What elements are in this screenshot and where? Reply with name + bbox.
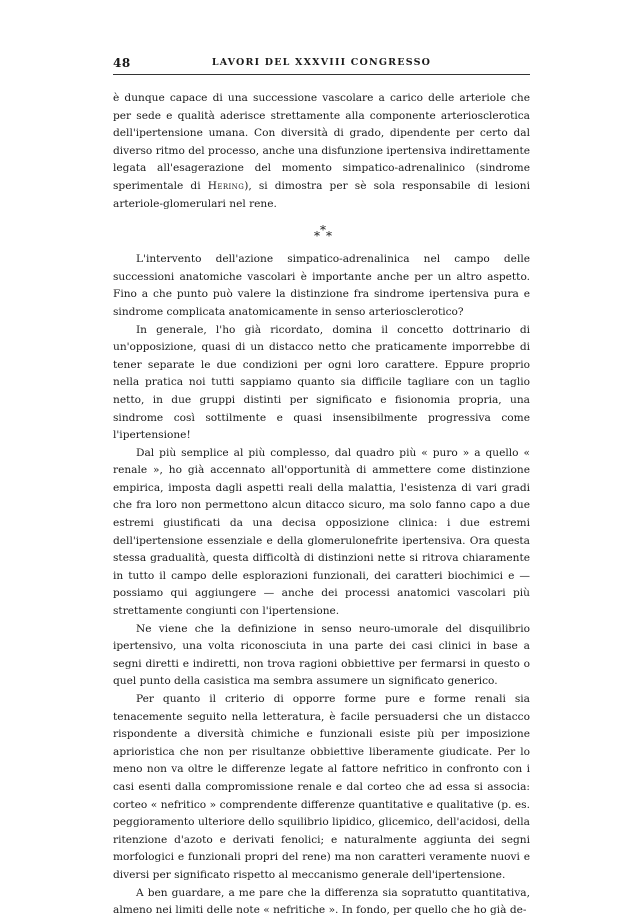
author-name-hering: Hering: [207, 179, 245, 192]
paragraph-6: Per quanto il criterio di opporre forme pure e forme renali sia tenacemente seguito nella letteratura, è facile persuadersi che un distacco rispondente a diversità chimiche e funzionali esiste più per imposizione aprioristica che non per risultanze obbiettive liberamente giudicate. Per lo meno non va oltre le differenze legate al fattore nefritico in confronto con i casi esenti dalla compromissione renale e dal corteo che ad essa si associa: corteo « nefritico » comprendente differenze quantitative e qualitative (p. es. peggioramento ulteriore dello squilibrio lipidico, glicemico, dell'acidosi, della ritenzione d'azoto e derivati fenolici; e naturalmente aggiunta dei segni morfologici e funzionali propri del rene) ma non caratteri veramente nuovi e diversi per significato rispetto al meccanismo generale dell'ipertensione.: [113, 693, 530, 881]
asterisk-left: *: [314, 229, 320, 244]
asterisk-top: *: [320, 223, 326, 238]
page-header: [113, 56, 530, 75]
body-text: [113, 90, 530, 920]
paragraph-4: Dal più semplice al più complesso, dal quadro più « puro » a quello « renale », ho già accennato all'opportunità di ammettere come distinzione empirica, imposta dagli aspetti reali della malattia, l'esistenza di vari gradi che fra loro non permettono alcun ditacco sicuro, ma solo fanno capo a due estremi giustificati da una decisa opposizione clinica: i due estremi dell'ipertensione essenziale e della glomerulonefrite ipertensiva. Ora questa stessa gradualità, questa difficoltà di distinzioni nette si ritrova chiaramente in tutto il campo delle esplorazioni funzionali, dei caratteri biochimici e — possiamo qui aggiungere — anche dei processi anatomici vascolari più strettamente congiunti con l'ipertensione.: [113, 446, 530, 618]
section-separator-asterism: [113, 213, 530, 251]
asterisk-right: *: [326, 229, 332, 244]
paragraph-1-text-a: è dunque capace di una successione vascolare a carico delle arteriole che per sede e qualità aderisce strettamente alla componente arteriosclerotica dell'ipertensione umana. Con diversità di grado, dipendente per certo dal diverso ritmo del processo, anche una disfunzione ipertensiva indirettamente legata all'esagerazione del momento simpatico-adrenalinico (sindrome sperimentale di: [113, 92, 530, 192]
page-number: 48: [113, 56, 131, 70]
running-title: LAVORI DEL XXXVIII CONGRESSO: [211, 57, 432, 68]
paragraph-2: L'intervento dell'azione simpatico-adrenalinica nel campo delle successioni anatomiche vascolari è importante anche per un altro aspetto. Fino a che punto può valere la distinzione fra sindrome ipertensiva pura e sindrome complicata anatomicamente in senso arteriosclerotico?: [113, 253, 530, 318]
paragraph-3: In generale, l'ho già ricordato, domina il concetto dottrinario di un'opposizione, quasi di un distacco netto che praticamente imporrebbe di tener separate le due condizioni per ogni loro carattere. Eppure proprio nella pratica noi tutti sappiamo quanto sia difficile tagliare con un taglio netto, in due gruppi distinti per significato e fisionomia propria, una sindrome così sottilmente e quasi insensibilmente progressiva come l'ipertensione!: [113, 323, 530, 442]
paragraph-1: [113, 90, 530, 213]
paragraph-7: A ben guardare, a me pare che la differenza sia sopratutto quantitativa, almeno nei limiti delle note « nefritiche ». In fondo, per quello che ho già de-: [113, 886, 530, 917]
paragraph-1-text-b: ), si dimostra per sè sola responsabile di lesioni arteriole-glomerulari nel rene.: [113, 179, 530, 210]
paragraph-5: Ne viene che la definizione in senso neuro-umorale del disquilibrio ipertensivo, una volta riconosciuta in una parte dei casi clinici in base a segni diretti e indiretti, non trova ragioni obbiettive per fermarsi in questo o quel punto della casistica ma sembra assumere un significato generico.: [113, 622, 530, 688]
